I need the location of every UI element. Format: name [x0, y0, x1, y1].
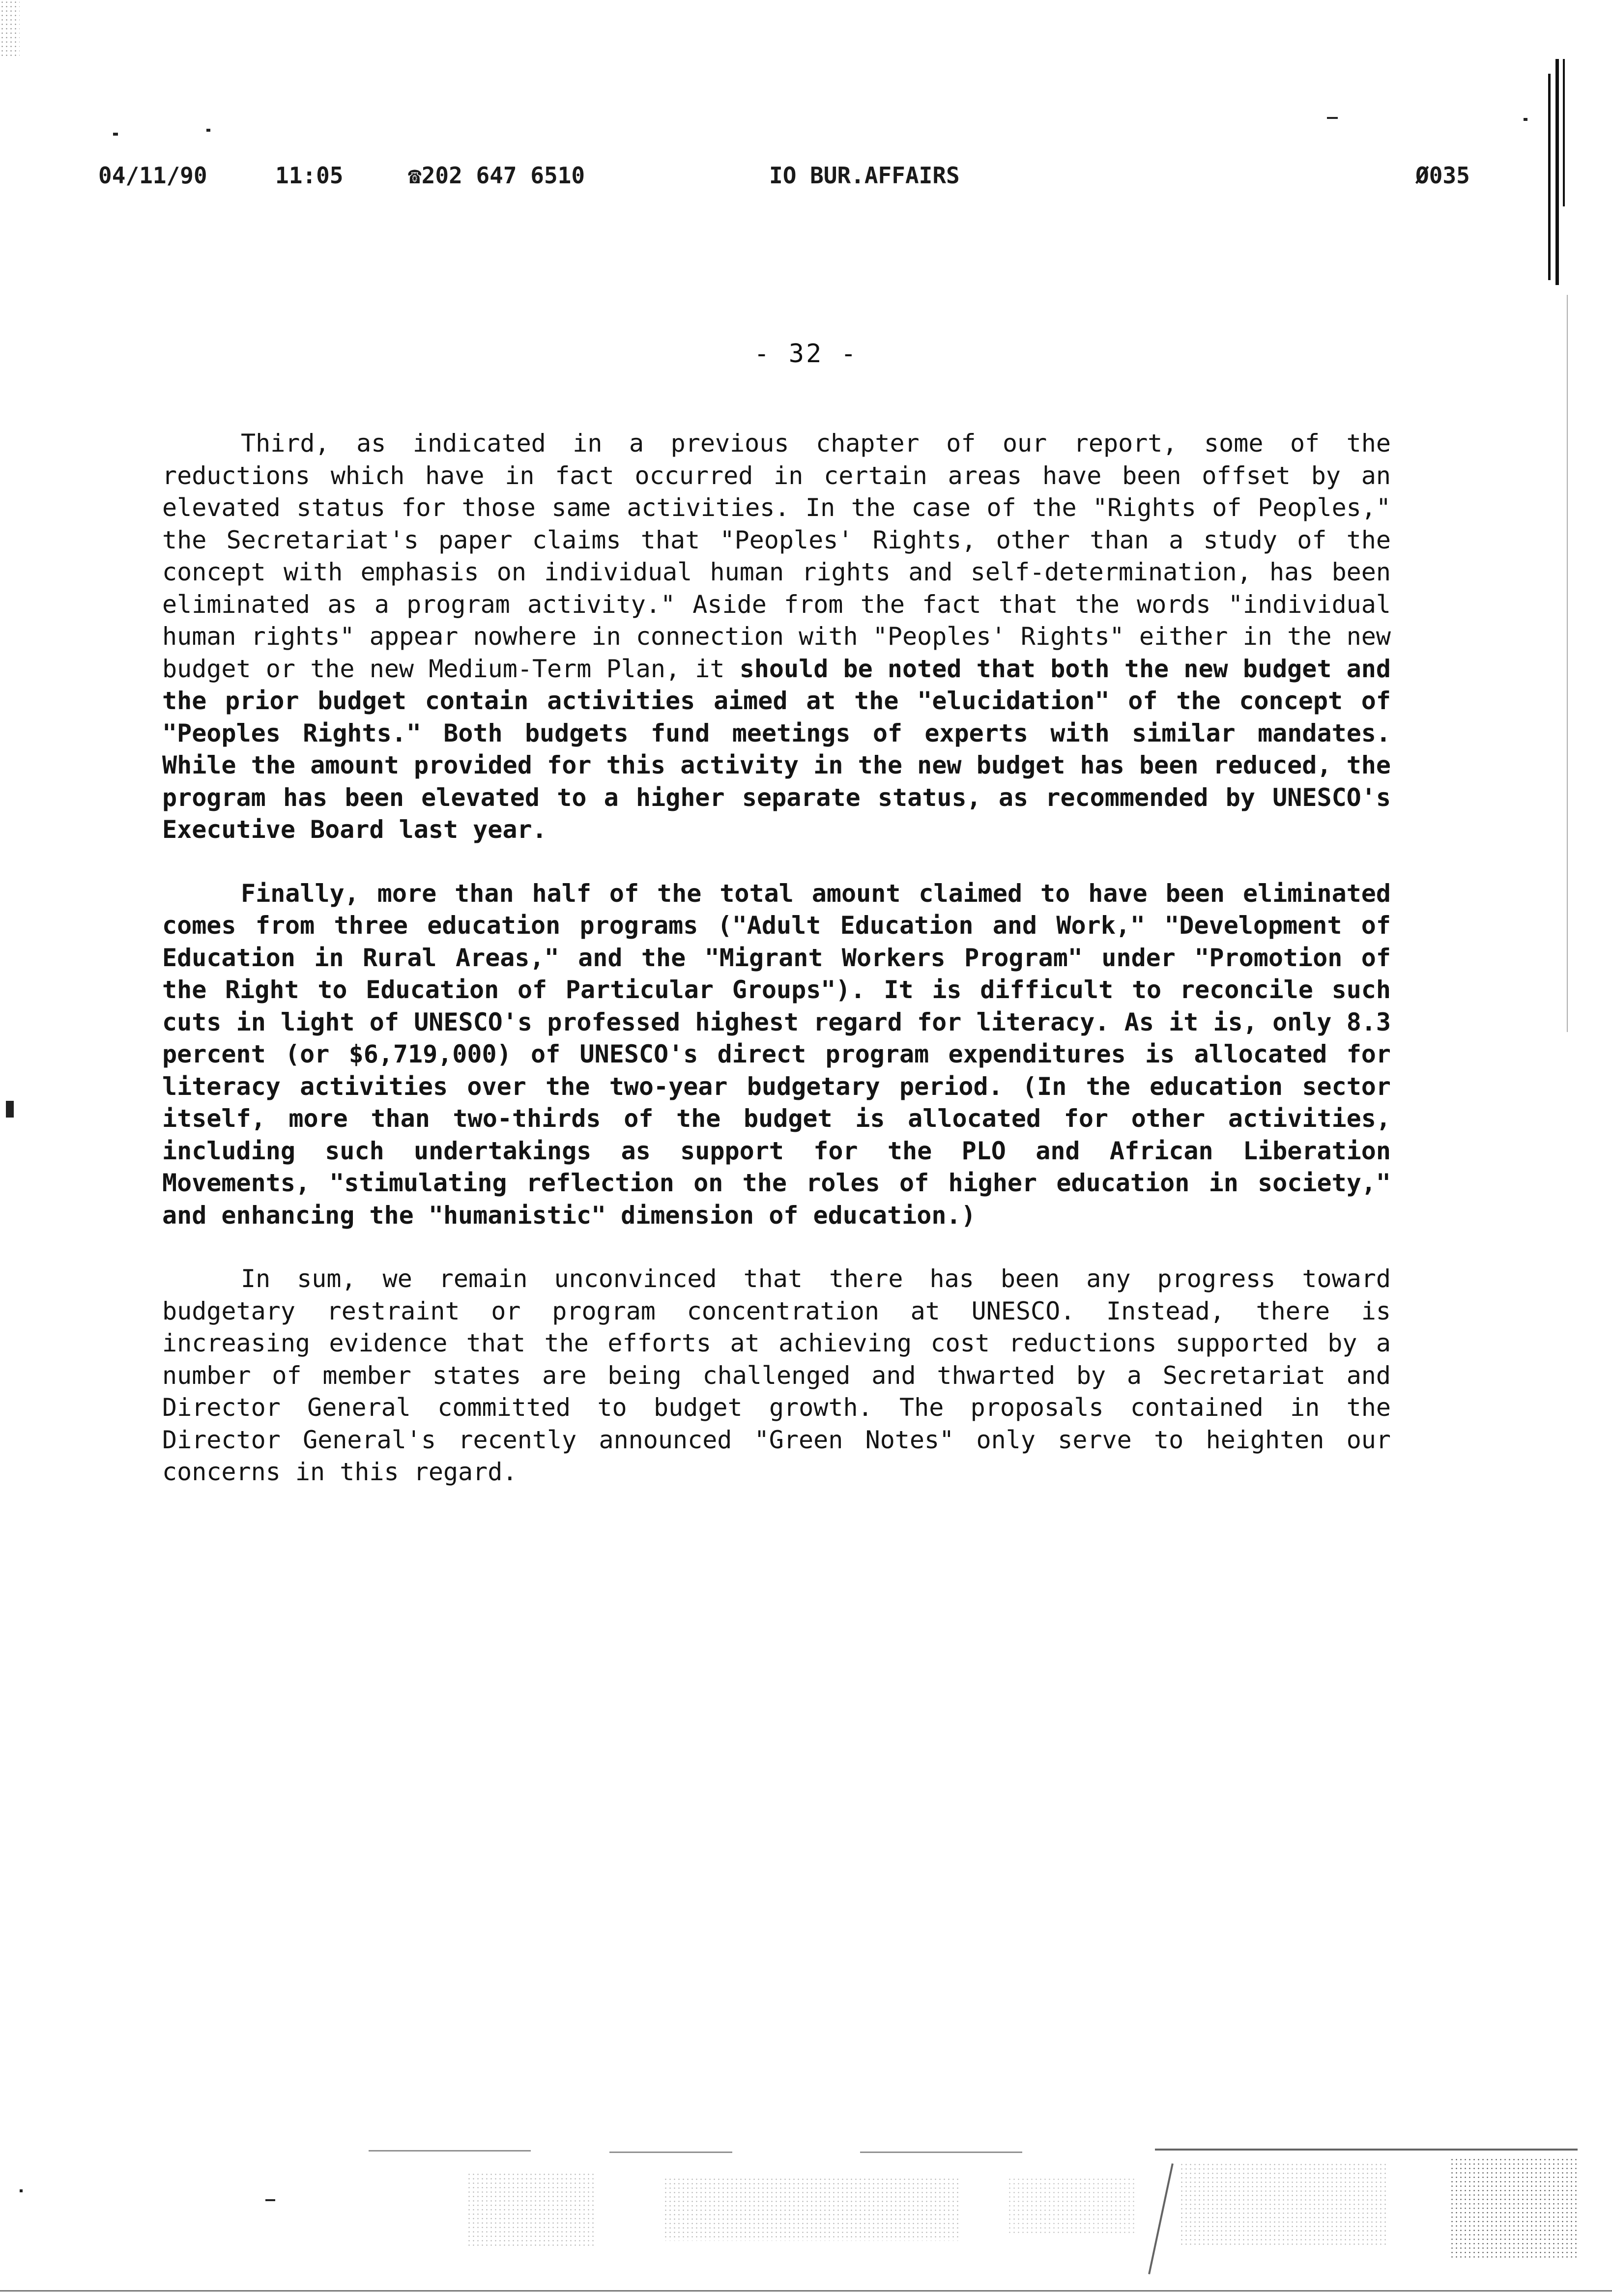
fax-page-counter: Ø035: [1415, 162, 1470, 189]
page-number: - 32 -: [754, 339, 858, 369]
paragraph-3: In sum, we remain unconvinced that there has been any progress toward budgetary restraint or program concentration at UNESCO. Instead, there is increasing evidence that the efforts at achieving cost reductions supported by a number of member states are being challenged and thwarted by a Secretariat and Director General committed to budget growth. The proposals contained in the Director General's recently announced "Green Notes" only serve to heighten our concerns in this regard.: [162, 1264, 1391, 1486]
scan-dash-line: [1155, 2149, 1578, 2151]
fax-sender: IO BUR.AFFAIRS: [769, 162, 960, 189]
scan-slash: [1148, 2163, 1174, 2274]
paragraph-1-regular: Third, as indicated in a previous chapter of our report, some of the reductions which have in fact occurred in certain areas have been offset by an elevated status for those same activities. In the case of the "Rights of Peoples," the Secretariat's paper claims that "Peoples' Rights, other than a study of the concept with emphasis on individual human rights and self-determination, has been eliminated as a program activity." Aside from the fact that the words "individual human rights" appear nowhere in connection with "Peoples' Rights" either in the new budget or the new Medium-Term Plan, it: [162, 429, 1391, 683]
scan-mark-left: [6, 1101, 14, 1118]
scan-speck: [20, 2189, 23, 2192]
scan-dash-line: [860, 2152, 1022, 2153]
scan-noise-bottom: [1008, 2177, 1135, 2236]
scan-dash-line: [369, 2150, 531, 2152]
body-text: [162, 428, 1391, 1520]
paragraph-2: Finally, more than half of the total amount claimed to have been eliminated comes from three education programs ("Adult Education and Work," "Development of Education in Rural Areas," and the "Migrant Workers Program" under "Promotion of the Right to Education of Particular Groups"). It is difficult to reconcile such cuts in light of UNESCO's professed highest regard for literacy. As it is, only 8.3 percent (or $6,719,000) of UNESCO's direct program expenditures is allocated for literacy activities over the two-year budgetary period. (In the education sector itself, more than two-thirds of the budget is allocated for other activities, including such undertakings as support for the PLO and African Liberation Movements, "stimulating reflection on the roles of higher education in society," and enhancing the "humanistic" dimension of education.): [162, 879, 1391, 1230]
scan-speck: [206, 129, 210, 132]
scan-noise-bottom: [663, 2177, 958, 2241]
scan-speck: [1327, 117, 1338, 119]
fax-header: [0, 162, 1612, 201]
right-edge-line: [1567, 295, 1568, 1032]
scan-noise-bottom: [467, 2172, 595, 2246]
scan-speck: [113, 133, 118, 136]
fax-phone: ☎202 647 6510: [408, 162, 585, 189]
fax-date: 04/11/90: [98, 162, 207, 189]
bottom-edge-line: [0, 2290, 1612, 2292]
scan-noise-bottom: [1180, 2162, 1386, 2246]
scan-speck: [265, 2199, 275, 2201]
scan-dash-line: [609, 2152, 732, 2153]
paragraph-1: [162, 428, 1391, 846]
fax-time: 11:05: [275, 162, 344, 189]
scan-noise-bottom-dense: [1450, 2157, 1578, 2261]
scan-noise-top-left: [0, 0, 20, 59]
paragraph-1-bold: should be noted that both the new budget and the prior budget contain activities aimed at the "elucidation" of the concept of "Peoples Rights." Both budgets fund meetings of experts with similar mandates. While the amount provided for this activity in the new budget has been reduced, the program has been elevated to a higher separate status, as recommended by UNESCO's Executive Board last year.: [162, 654, 1391, 844]
scan-speck: [1524, 118, 1527, 121]
